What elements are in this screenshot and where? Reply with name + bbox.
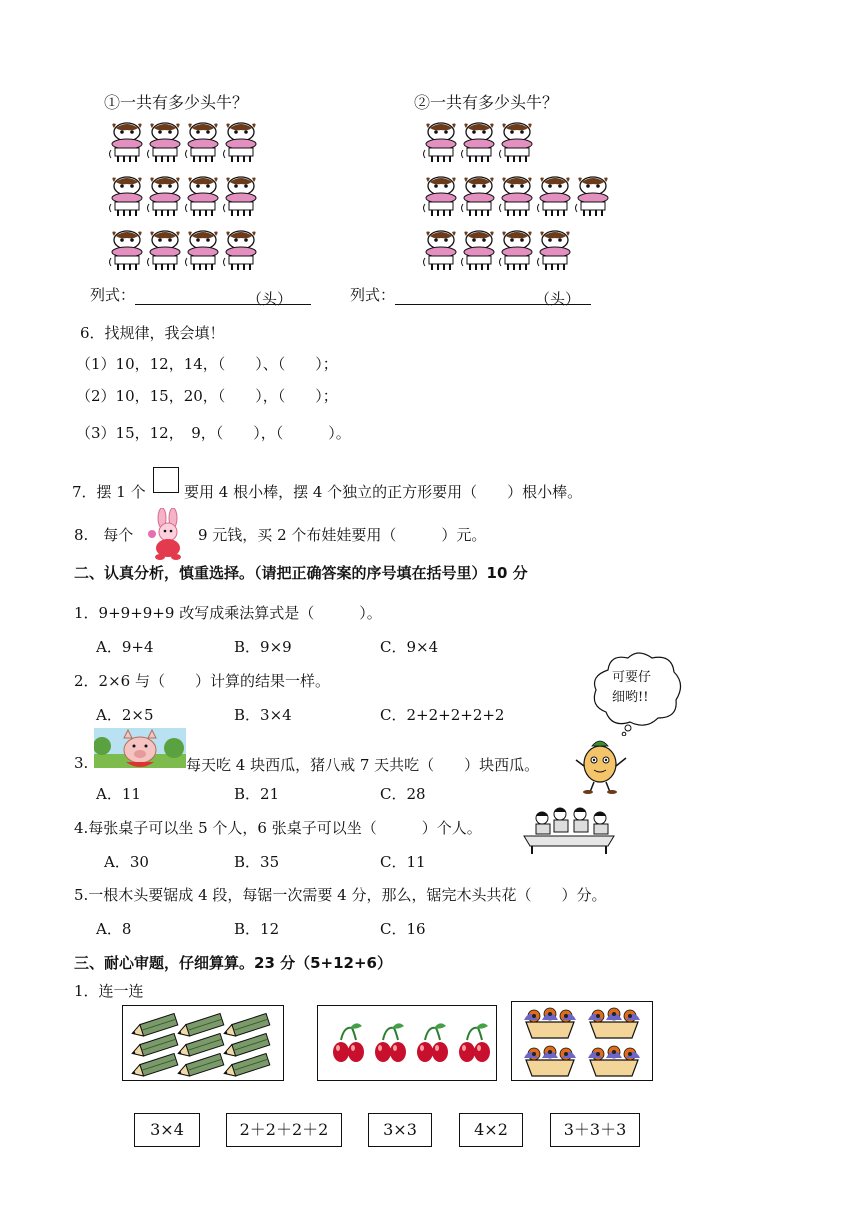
s3-q1-title: 1．连一连 — [74, 982, 144, 1000]
s2-q1-option-a[interactable]: A．9+4 — [96, 638, 154, 656]
pencils-picture — [123, 1006, 283, 1080]
q6-line-2: （2）10，15，20，（ ），（ ）； — [76, 387, 338, 405]
formula-blank-1[interactable] — [135, 288, 247, 305]
bubble-text — [612, 668, 651, 708]
cow-picture-2 — [422, 118, 622, 273]
s2-q3-option-b[interactable]: B．21 — [234, 785, 280, 803]
s2-q4-option-b[interactable]: B．35 — [234, 853, 280, 871]
s2-q4-option-a[interactable]: A．30 — [104, 853, 149, 871]
formula-row-1 — [90, 284, 311, 308]
section-2-heading: 二、认真分析，慎重选择。（请把正确答案的序号填在括号里）10 分 — [74, 564, 528, 582]
flowers-picture — [512, 1002, 652, 1080]
s2-q1-stem: 1．9+9+9+9 改写成乘法算式是（ ）。 — [74, 604, 382, 622]
answer-box-5[interactable]: 3＋3＋3 — [550, 1113, 640, 1147]
s2-q3-option-c[interactable]: C．28 — [380, 785, 426, 803]
s2-q5-option-a[interactable]: A．8 — [96, 920, 132, 938]
formula-label: 列式： — [350, 286, 396, 304]
s2-q2-stem: 2．2×6 与（ ）计算的结果一样。 — [74, 672, 330, 690]
q8-text-pre: 8. 每个 — [74, 526, 134, 544]
answer-box-4[interactable]: 4×2 — [459, 1113, 523, 1147]
s2-q5-stem: 5.一根木头要锯成 4 段，每锯一次需要 4 分，那么，锯完木头共花（ ）分。 — [74, 886, 607, 904]
formula-label: 列式： — [90, 286, 136, 304]
answer-box-3[interactable]: 3×3 — [368, 1113, 432, 1147]
s2-q3-pre: 3. — [74, 754, 89, 772]
formula-row-2 — [350, 284, 591, 308]
bubble-line-2: 细哟!! — [612, 690, 649, 705]
q7-text-pre: 7．摆 1 个 — [72, 483, 146, 501]
cow-problem-1-title: ①一共有多少头牛？ — [104, 93, 249, 112]
square-icon — [153, 467, 179, 493]
s2-q5-option-c[interactable]: C．16 — [380, 920, 426, 938]
q8-text-post: 9 元钱，买 2 个布娃娃要用（ ）元。 — [198, 526, 487, 544]
q6-line-3: （3）15，12， 9，（ ），（ ）。 — [76, 424, 351, 442]
rabbit-doll-icon — [146, 508, 190, 560]
s2-q1-option-b[interactable]: B．9×9 — [234, 638, 292, 656]
pig-picture — [94, 728, 186, 768]
cherries-picture-frame[interactable] — [317, 1005, 497, 1081]
bubble-line-1: 可要仔 — [612, 670, 652, 685]
s2-q2-option-a[interactable]: A．2×5 — [96, 706, 154, 724]
s2-q2-option-b[interactable]: B．3×4 — [234, 706, 292, 724]
pencils-picture-frame[interactable] — [122, 1005, 284, 1081]
cow-problem-2-title: ②一共有多少头牛？ — [414, 93, 559, 112]
s2-q3-option-a[interactable]: A．11 — [96, 785, 141, 803]
section-3-heading: 三、耐心审题，仔细算算。23 分（5+12+6） — [74, 954, 392, 972]
s2-q4-option-c[interactable]: C．11 — [380, 853, 426, 871]
children-at-table-picture — [522, 806, 616, 856]
formula-blank-2[interactable] — [395, 288, 535, 305]
s2-q4-stem: 4.每张桌子可以坐 5 个人，6 张桌子可以坐（ ）个人。 — [74, 819, 482, 837]
flowers-picture-frame[interactable] — [511, 1001, 653, 1081]
answer-box-2[interactable]: 2＋2＋2＋2 — [226, 1113, 342, 1147]
cow-picture-1 — [108, 118, 268, 273]
q6-title: 6．找规律，我会填！ — [80, 324, 225, 342]
s2-q5-option-b[interactable]: B．12 — [234, 920, 280, 938]
s2-q2-option-c[interactable]: C．2+2+2+2+2 — [380, 706, 505, 724]
formula-unit-1: （头） — [247, 288, 311, 305]
q6-line-1: （1）10，12，14，（ ）、（ ）； — [76, 355, 338, 373]
answer-box-1[interactable]: 3×4 — [134, 1113, 200, 1147]
formula-unit-2: （头） — [535, 288, 591, 305]
cartoon-character — [572, 738, 634, 794]
q7-text-post: 要用 4 根小棒，摆 4 个独立的正方形要用（ ）根小棒。 — [184, 483, 583, 501]
cherries-picture — [318, 1006, 496, 1080]
s2-q1-option-c[interactable]: C．9×4 — [380, 638, 439, 656]
s2-q3-post: 每天吃 4 块西瓜，猪八戒 7 天共吃（ ）块西瓜。 — [186, 756, 540, 774]
